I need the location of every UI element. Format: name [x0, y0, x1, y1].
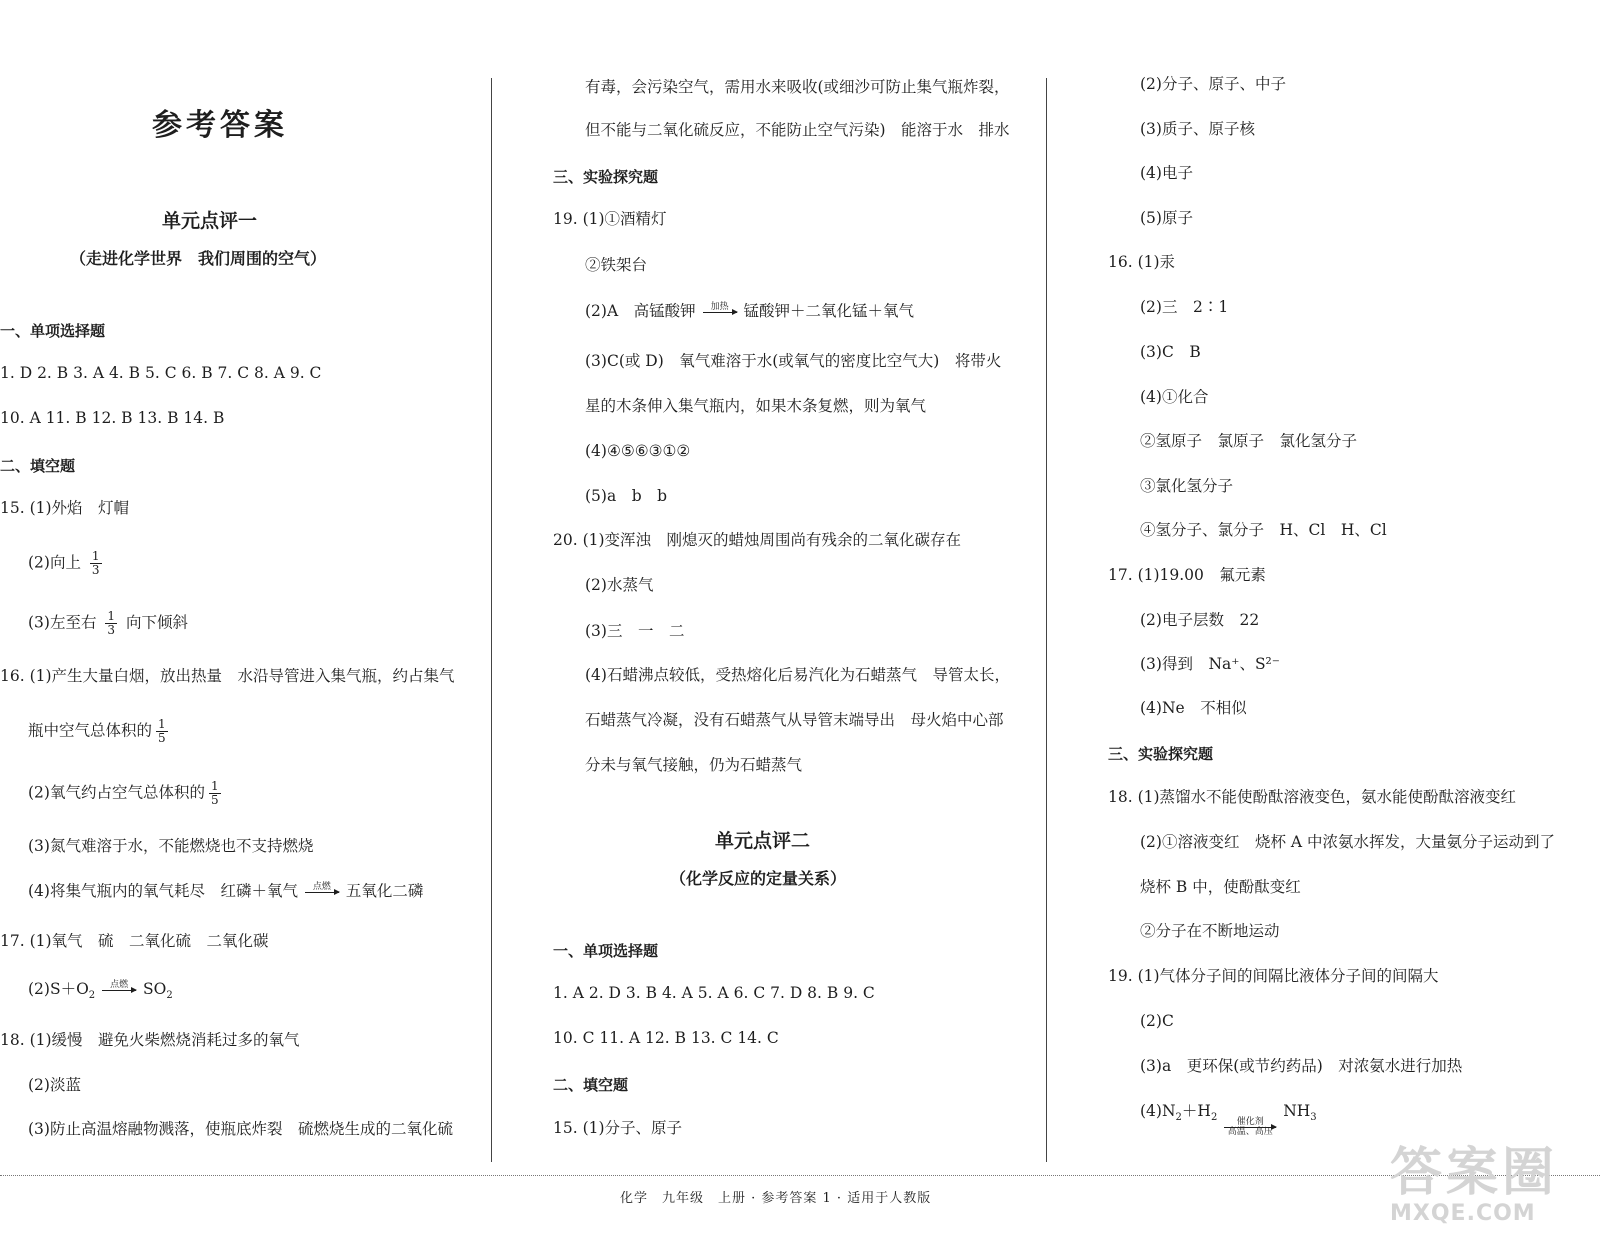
answer-line: (3)a 更环保(或节约药品) 对浓氨水进行加热 [1140, 1057, 1463, 1075]
fraction: $\frac{1}{3}$ [107, 609, 116, 637]
answer-line: 15. (1)外焰 灯帽 [0, 499, 130, 517]
reaction-arrow: 催化剂 高温、高压 [1224, 1118, 1276, 1137]
answer-line [28, 718, 172, 745]
answer-line: 20. (1)变浑浊 刚熄灭的蜡烛周围尚有残余的二氧化碳存在 [553, 531, 962, 549]
answer-line: (3)C(或 D) 氧气难溶于水(或氧气的密度比空气大) 将带火 [585, 352, 1002, 370]
answer-line: 19. (1)气体分子间的间隔比液体分子间的间隔大 [1108, 967, 1439, 985]
footer-rule [0, 1175, 1600, 1176]
answer-text: (4)将集气瓶内的氧气耗尽 红磷＋氧气 [28, 882, 298, 900]
answer-line: (4)④⑤⑥③①② [585, 442, 691, 460]
answer-line: (3)防止高温熔融物溅落，使瓶底炸裂 硫燃烧生成的二氧化硫 [28, 1120, 453, 1138]
answer-line: 1. A 2. D 3. B 4. A 5. A 6. C 7. D 8. B 9. C [553, 984, 875, 1002]
answer-text: (2)氧气约占空气总体积的 [28, 783, 205, 802]
answer-line: 1. D 2. B 3. A 4. B 5. C 6. B 7. C 8. A 9. C [0, 364, 322, 382]
answer-line: (2)淡蓝 [28, 1076, 81, 1094]
answer-text: 锰酸钾＋二氧化锰＋氧气 [743, 302, 915, 320]
answer-line: (5)原子 [1140, 209, 1193, 227]
fraction: $\frac{1}{5}$ [210, 779, 219, 807]
answer-line: (4)石蜡沸点较低，受热熔化后易汽化为石蜡蒸气 导管太长， [585, 666, 1010, 684]
answer-line: (2)三 2∶1 [1140, 298, 1229, 316]
section-heading: 三、实验探究题 [1108, 745, 1214, 763]
column-divider [491, 78, 492, 1162]
section-heading: 三、实验探究题 [553, 168, 659, 186]
answer-line: 星的木条伸入集气瓶内，如果木条复燃，则为氧气 [585, 397, 927, 415]
formula: SO [143, 980, 167, 998]
page-title: 参考答案 [152, 108, 288, 143]
answer-line: ②铁架台 [585, 256, 648, 274]
answer-line: (2)水蒸气 [585, 576, 654, 594]
answer-line: ④氢分子、氯分子 H、Cl H、Cl [1140, 521, 1387, 539]
answer-line: 17. (1)19.00 氟元素 [1108, 566, 1266, 584]
answer-line: (4)Ne 不相似 [1140, 699, 1247, 717]
formula: ＋H [1181, 1102, 1211, 1120]
section-heading: 二、填空题 [0, 457, 76, 475]
answer-line: (4)①化合 [1140, 388, 1209, 406]
answer-line: (3)质子、原子核 [1140, 120, 1255, 138]
section-heading: 一、单项选择题 [553, 942, 659, 960]
answer-line: ③氯化氢分子 [1140, 477, 1234, 495]
reaction-arrow: 点燃 [305, 883, 339, 902]
answer-line: (4)电子 [1140, 164, 1193, 182]
unit1-subtitle: （走进化学世界 我们周围的空气） [70, 249, 327, 268]
answer-line [585, 300, 914, 322]
formula: NH [1283, 1102, 1311, 1120]
answer-line: 18. (1)缓慢 避免火柴燃烧消耗过多的氧气 [0, 1031, 300, 1049]
answer-line: 17. (1)氧气 硫 二氧化硫 二氧化碳 [0, 932, 269, 950]
answer-line: 16. (1)产生大量白烟，放出热量 水沿导管进入集气瓶，约占集气 [0, 667, 455, 685]
answer-line: (5)a b b [585, 487, 668, 505]
answer-line: (3)氮气难溶于水，不能燃烧也不支持燃烧 [28, 837, 314, 855]
answer-line: ②分子在不断地运动 [1140, 922, 1280, 940]
section-heading: 二、填空题 [553, 1076, 629, 1094]
answer-text: (2)向上 [28, 553, 81, 572]
formula: (2)S＋O [28, 980, 89, 998]
answer-line: 烧杯 B 中，使酚酞变红 [1140, 878, 1301, 896]
answer-line [28, 780, 225, 807]
formula: (4)N [1140, 1102, 1176, 1120]
answer-line: (3)三 一 二 [585, 622, 685, 640]
answer-line: (3)得到 Na⁺、S²⁻ [1140, 655, 1280, 673]
answer-line: 16. (1)汞 [1108, 253, 1176, 271]
fraction: $\frac{1}{5}$ [158, 717, 166, 745]
answer-line: ②氢原子 氯原子 氯化氢分子 [1140, 432, 1358, 450]
unit2-subtitle: （化学反应的定量关系） [670, 869, 847, 888]
reaction-arrow: 加热 [703, 303, 737, 322]
column-divider [1046, 78, 1047, 1162]
answer-line: (3)C B [1140, 343, 1201, 361]
section-heading: 一、单项选择题 [0, 322, 106, 340]
answer-line: 石蜡蒸气冷凝，没有石蜡蒸气从导管末端导出 母火焰中心部 [585, 711, 1004, 729]
answer-text: (2)A 高锰酸钾 [585, 302, 696, 320]
answer-text: 瓶中空气总体积的 [28, 721, 153, 740]
reaction-arrow: 点燃 [102, 981, 136, 1000]
unit2-heading: 单元点评二 [715, 830, 811, 852]
page-footer: 化学 九年级 上册 · 参考答案 1 · 适用于人教版 [620, 1191, 932, 1206]
answer-line: 10. C 11. A 12. B 13. C 14. C [553, 1029, 779, 1047]
answer-line: 19. (1)①酒精灯 [553, 210, 667, 228]
answer-line: 18. (1)蒸馏水不能使酚酞溶液变色，氨水能使酚酞溶液变红 [1108, 788, 1517, 806]
watermark-logo: 答案圈 MXQE.COM [1390, 1143, 1559, 1226]
answer-line: $(4)N_2+H_2$ 催化剂 高温、高压 $NH_3$ [1140, 1102, 1317, 1137]
answer-line: (2)①溶液变红 烧杯 A 中浓氨水挥发，大量氨分子运动到了 [1140, 833, 1556, 851]
answer-text: 五氧化二磷 [345, 882, 424, 900]
unit1-heading: 单元点评一 [162, 210, 258, 232]
answer-text: (3)左至右 [28, 613, 97, 632]
answer-line: $(2)S+O_2$ 点燃 $SO_2$ [28, 979, 173, 1002]
answer-line: 15. (1)分子、原子 [553, 1119, 683, 1137]
answer-line [28, 610, 188, 637]
answer-line: 10. A 11. B 12. B 13. B 14. B [0, 409, 225, 427]
answer-line: 分未与氧气接触，仍为石蜡蒸气 [585, 756, 803, 774]
answer-text: 向下倾斜 [125, 613, 188, 632]
answer-line: (2)分子、原子、中子 [1140, 75, 1286, 93]
answer-line [28, 880, 423, 902]
answer-line: (2)C [1140, 1012, 1174, 1030]
answer-line: (2)电子层数 22 [1140, 611, 1260, 629]
answer-line: 但不能与二氧化硫反应，不能防止空气污染) 能溶于水 排水 [585, 121, 1010, 139]
fraction: $\frac{1}{3}$ [91, 549, 100, 577]
answer-line [28, 550, 106, 577]
answer-line: 有毒，会污染空气，需用水来吸收(或细沙可防止集气瓶炸裂， [585, 78, 1010, 96]
